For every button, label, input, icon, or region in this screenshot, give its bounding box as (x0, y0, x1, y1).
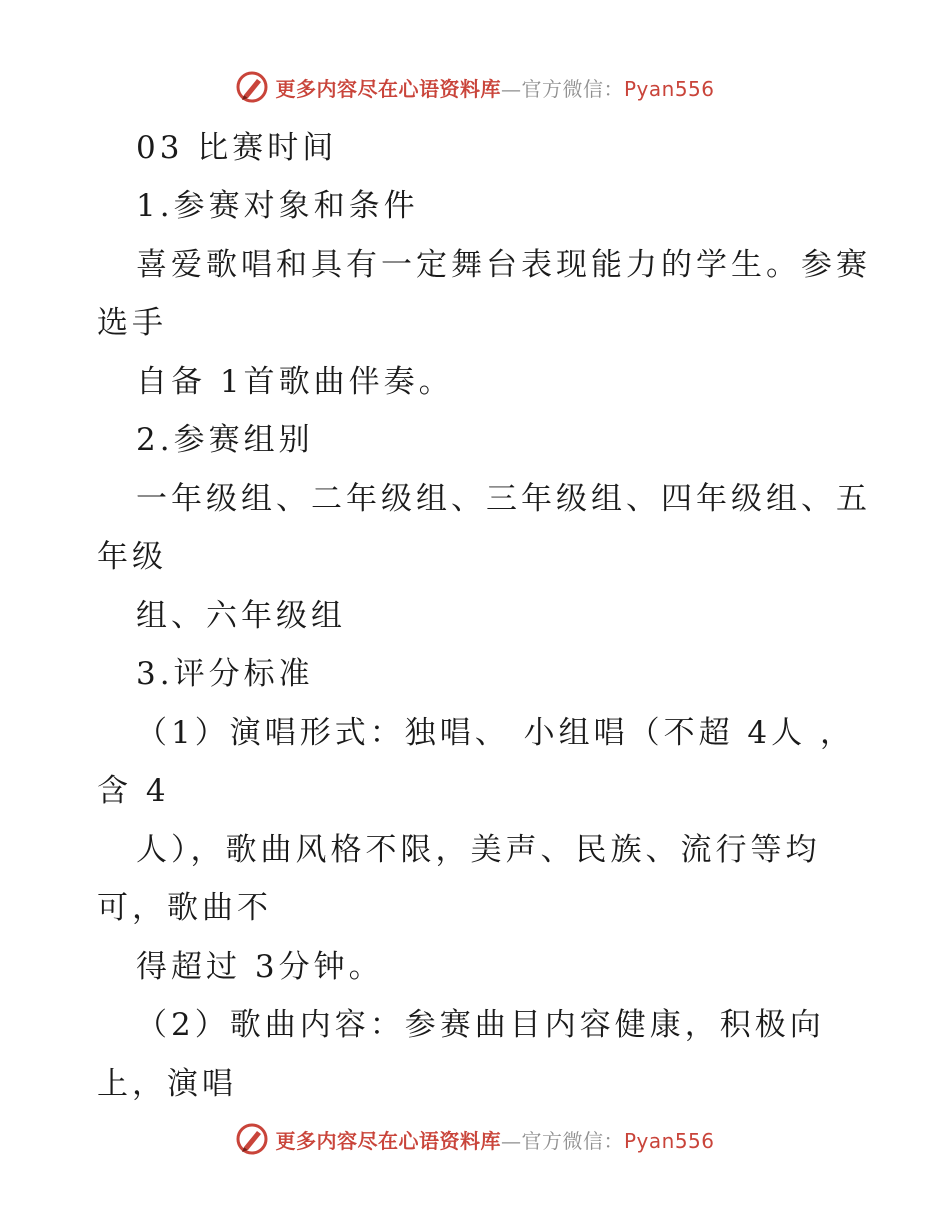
footer-banner-main: 更多内容尽在心语资料库 (275, 1128, 501, 1153)
footer-banner-text (275, 1125, 714, 1154)
paragraph-line: 一年级组、二年级组、三年级组、四年级组、五 (136, 481, 871, 517)
pen-logo-icon (235, 1122, 269, 1156)
header-banner-main: 更多内容尽在心语资料库 (275, 76, 501, 101)
paragraph-line: （1）演唱形式：独唱、 小组唱（不超 4人 ， (136, 715, 856, 751)
paragraph-line: 年级 (97, 539, 167, 575)
section-heading: 03 比赛时间 (136, 130, 338, 166)
header-wechat-id: Pyan556 (623, 76, 715, 101)
subheading-participants: 1.参赛对象和条件 (136, 188, 419, 224)
paragraph-line: 选手 (97, 305, 167, 341)
header-banner-text (275, 73, 714, 102)
paragraph-line: 组、六年级组 (136, 598, 346, 634)
paragraph-line: （2）歌曲内容：参赛曲目内容健康，积极向 (136, 1007, 825, 1043)
footer-banner (0, 1122, 950, 1156)
paragraph-line: 含 4 (97, 773, 170, 809)
paragraph-line: 人），歌曲风格不限，美声、民族、流行等均 (136, 832, 821, 868)
pen-logo-icon (235, 70, 269, 104)
paragraph-line: 自备 1首歌曲伴奏。 (136, 364, 454, 400)
paragraph-line: 可，歌曲不 (97, 890, 272, 926)
paragraph-line: 上，演唱 (97, 1066, 237, 1102)
footer-wechat-id: Pyan556 (623, 1128, 715, 1153)
header-banner (0, 70, 950, 104)
subheading-scoring: 3.评分标准 (136, 656, 314, 692)
footer-banner-dash: —官方微信： (500, 1128, 624, 1153)
paragraph-line: 得超过 3分钟。 (136, 949, 384, 985)
paragraph-line: 喜爱歌唱和具有一定舞台表现能力的学生。参赛 (136, 247, 871, 283)
subheading-groups: 2.参赛组别 (136, 422, 314, 458)
header-banner-dash: —官方微信： (500, 76, 624, 101)
